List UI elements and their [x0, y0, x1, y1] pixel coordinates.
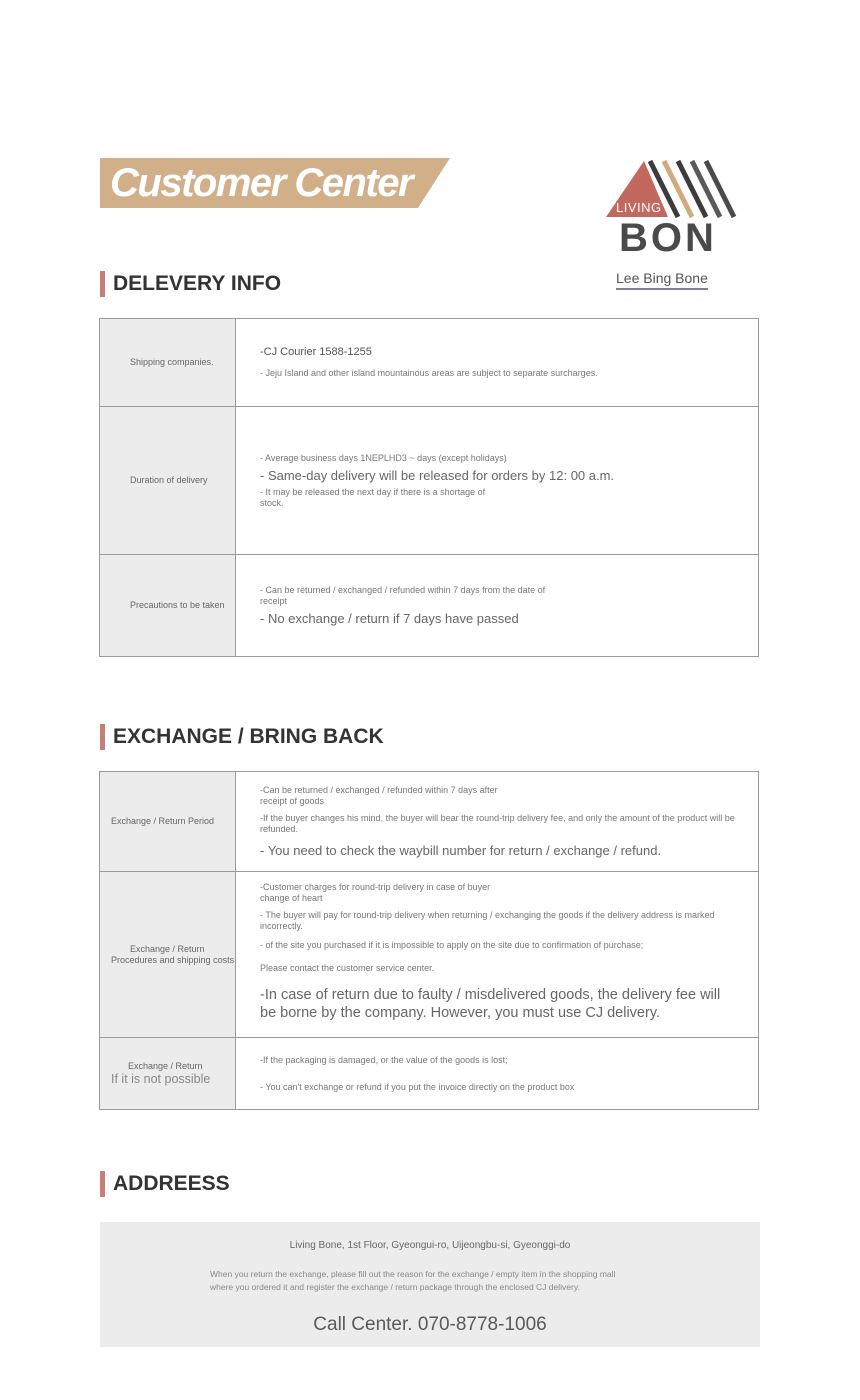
content-line: -In case of return due to faulty / misdelivered goods, the delivery fee will be borne by the company. However, you must use CJ delivery. [260, 987, 721, 1021]
customer-center-banner [100, 158, 450, 208]
content-line: -If the packaging is damaged, or the value of the goods is lost; [260, 1054, 508, 1065]
content-line: Please contact the customer service center. [260, 963, 435, 973]
content-line: - No exchange / return if 7 days have passed [260, 610, 519, 626]
delivery-section-title: DELEVERY INFO [100, 271, 281, 297]
logo-bon-text: BON [619, 216, 717, 260]
brand-logo [604, 158, 739, 303]
exchange-section-title: EXCHANGE / BRING BACK [100, 724, 384, 750]
exchange-info-table [99, 771, 759, 1110]
content-line: - Can be returned / exchanged / refunded within 7 days from the date of receipt [260, 584, 546, 606]
row-label-line: Exchange / Return [130, 943, 205, 954]
content-line: - You can't exchange or refund if you put the invoice directly on the product box [260, 1081, 575, 1092]
call-center-number: Call Center. 070-8778-1006 [313, 1314, 547, 1335]
table-row [100, 1038, 759, 1110]
content-line: - You need to check the waybill number for return / exchange / refund. [260, 842, 662, 858]
table-row [100, 319, 759, 407]
address-section-title: ADDREESS [100, 1171, 230, 1197]
address-line: Living Bone, 1st Floor, Gyeongui-ro, Uijeongbu-si, Gyeonggi-do [289, 1240, 571, 1251]
content-line: - Jeju Island and other island mountainous areas are subject to separate surcharges. [260, 368, 598, 378]
row-content [236, 555, 759, 657]
row-label [100, 1038, 236, 1110]
row-content [236, 407, 759, 555]
row-label-line: If it is not possible [111, 1072, 211, 1086]
content-line: - of the site you purchased if it is impossible to apply on the site due to confirmation of purchase; [260, 940, 644, 950]
content-line: - It may be released the next day if there is a shortage of stock. [260, 486, 486, 508]
table-row [100, 872, 759, 1038]
content-line: -If the buyer changes his mind, the buyer will bear the round-trip delivery fee, and only the amount of the product will be refunded. [260, 812, 735, 834]
logo-living-text: LIVING [616, 200, 662, 215]
address-note: When you return the exchange, please fill out the reason for the exchange / empty item in the shopping mall where you ordered it and register the exchange / return package through the enclosed CJ delivery. [210, 1269, 616, 1292]
delivery-info-table [99, 318, 759, 657]
banner-title: Customer Center [110, 161, 413, 205]
content-line: - Same-day delivery will be released for orders by 12: 00 a.m. [260, 467, 615, 483]
row-label: Shipping companies. [100, 319, 236, 407]
row-label: Exchange / Return Period [100, 772, 236, 872]
row-content [236, 872, 759, 1038]
logo-subtitle: Lee Bing Bone [616, 270, 708, 290]
table-row [100, 555, 759, 657]
content-line: - Average business days 1NEPLHD3 ~ days (except holidays) [260, 452, 507, 463]
row-content [236, 319, 759, 407]
row-label [100, 872, 236, 1038]
table-row [100, 407, 759, 555]
content-line: - The buyer will pay for round-trip delivery when returning / exchanging the goods if the delivery address is marked incorrectly. [260, 910, 715, 931]
row-label-line: Exchange / Return [128, 1061, 203, 1071]
table-row [100, 772, 759, 872]
row-label: Precautions to be taken [100, 555, 236, 657]
content-line: -Can be returned / exchanged / refunded within 7 days after receipt of goods [260, 784, 498, 806]
row-label: Duration of delivery [100, 407, 236, 555]
row-label-line: Procedures and shipping costs [111, 954, 235, 965]
address-box [100, 1222, 760, 1347]
content-line: -Customer charges for round-trip delivery in case of buyer change of heart [260, 882, 491, 903]
row-content [236, 1038, 759, 1110]
row-content [236, 772, 759, 872]
content-line: -CJ Courier 1588-1255 [260, 346, 372, 358]
